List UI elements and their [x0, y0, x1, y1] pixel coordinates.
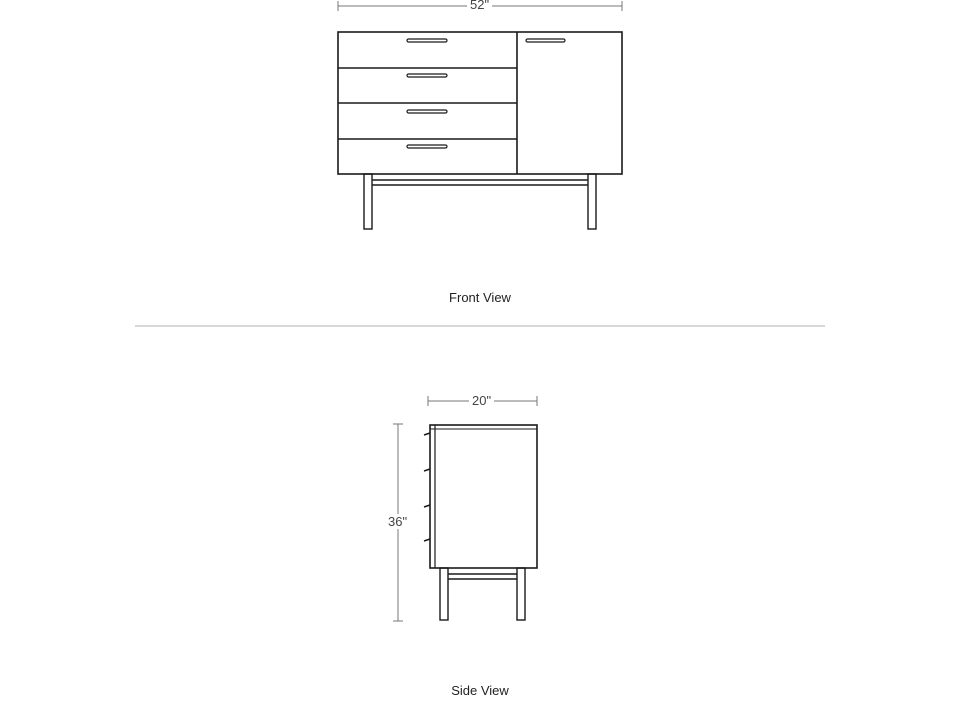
- side-drawer-pulls: [424, 433, 430, 541]
- drawer-pull: [407, 74, 447, 77]
- side-base-legs: [440, 568, 525, 620]
- side-cabinet-body: [430, 425, 537, 568]
- front-view-drawing: [338, 1, 622, 229]
- side-view-label: Side View: [451, 683, 509, 698]
- front-base-legs: [364, 174, 596, 229]
- front-view-label: Front View: [449, 290, 511, 305]
- side-height-dimension: 36": [385, 514, 410, 529]
- drawer-pull: [407, 145, 447, 148]
- side-view-drawing: [393, 396, 537, 621]
- side-depth-dimension: 20": [469, 393, 494, 408]
- front-width-dimension: 52": [467, 0, 492, 12]
- drawer-pull: [407, 110, 447, 113]
- door-pull: [526, 39, 565, 42]
- drawer-pull: [407, 39, 447, 42]
